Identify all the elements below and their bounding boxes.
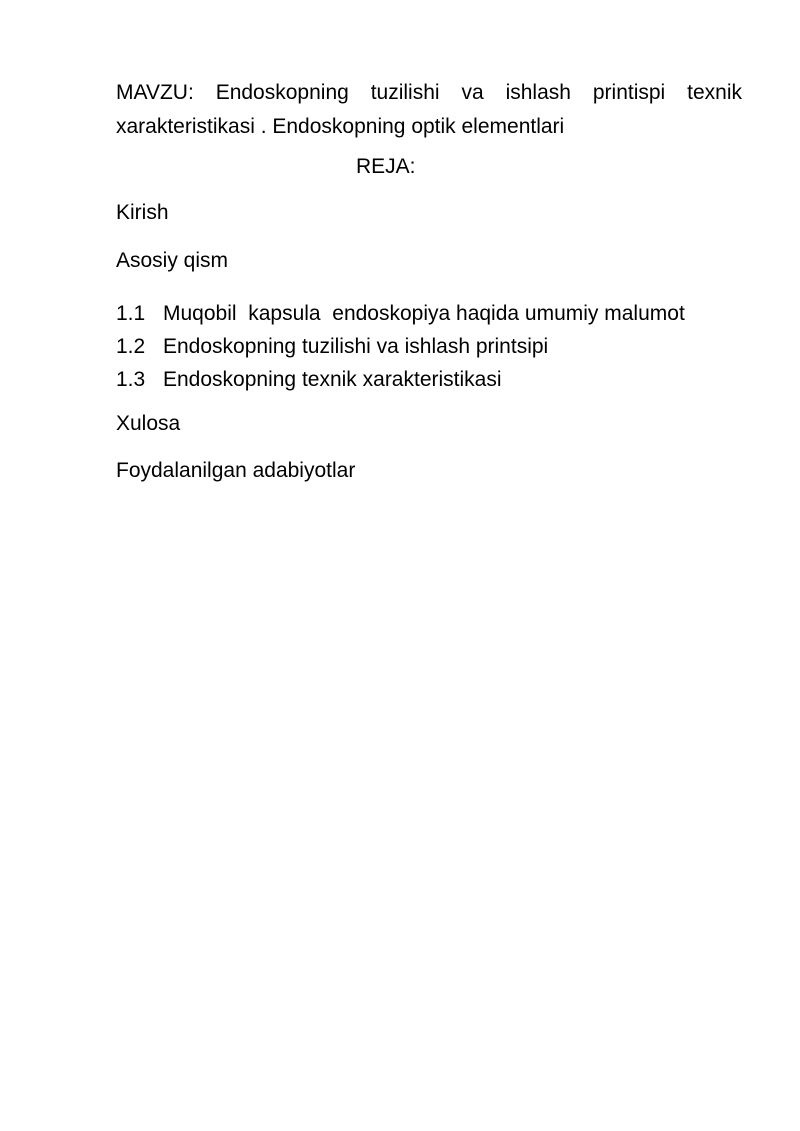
conclusion-heading: Xulosa [116, 412, 181, 435]
plan-heading: REJA: [356, 155, 416, 178]
list-item [116, 330, 742, 363]
list-item-text: Endoskopning tuzilishi va ishlash printsipi [163, 335, 549, 358]
list-item-text: Muqobil kapsula endoskopiya haqida umumiy malumot [163, 302, 685, 325]
list-item-text: Endoskopning texnik xarakteristikasi [163, 368, 502, 391]
list-item-number: 1.1 [116, 302, 146, 325]
intro-heading: Kirish [116, 201, 169, 224]
list-item [116, 363, 742, 396]
document-title: MAVZU: Endoskopning tuzilishi va ishlash printispi texnik xarakteristikasi . Endoskopning optik elementlari [116, 81, 742, 138]
list-item [116, 297, 742, 330]
document-page [116, 76, 742, 483]
references-heading: Foydalanilgan adabiyotlar [116, 459, 356, 482]
list-item-number: 1.3 [116, 368, 146, 391]
main-part-heading: Asosiy qism [116, 249, 229, 272]
list-item-number: 1.2 [116, 335, 146, 358]
contents-list [116, 297, 742, 396]
